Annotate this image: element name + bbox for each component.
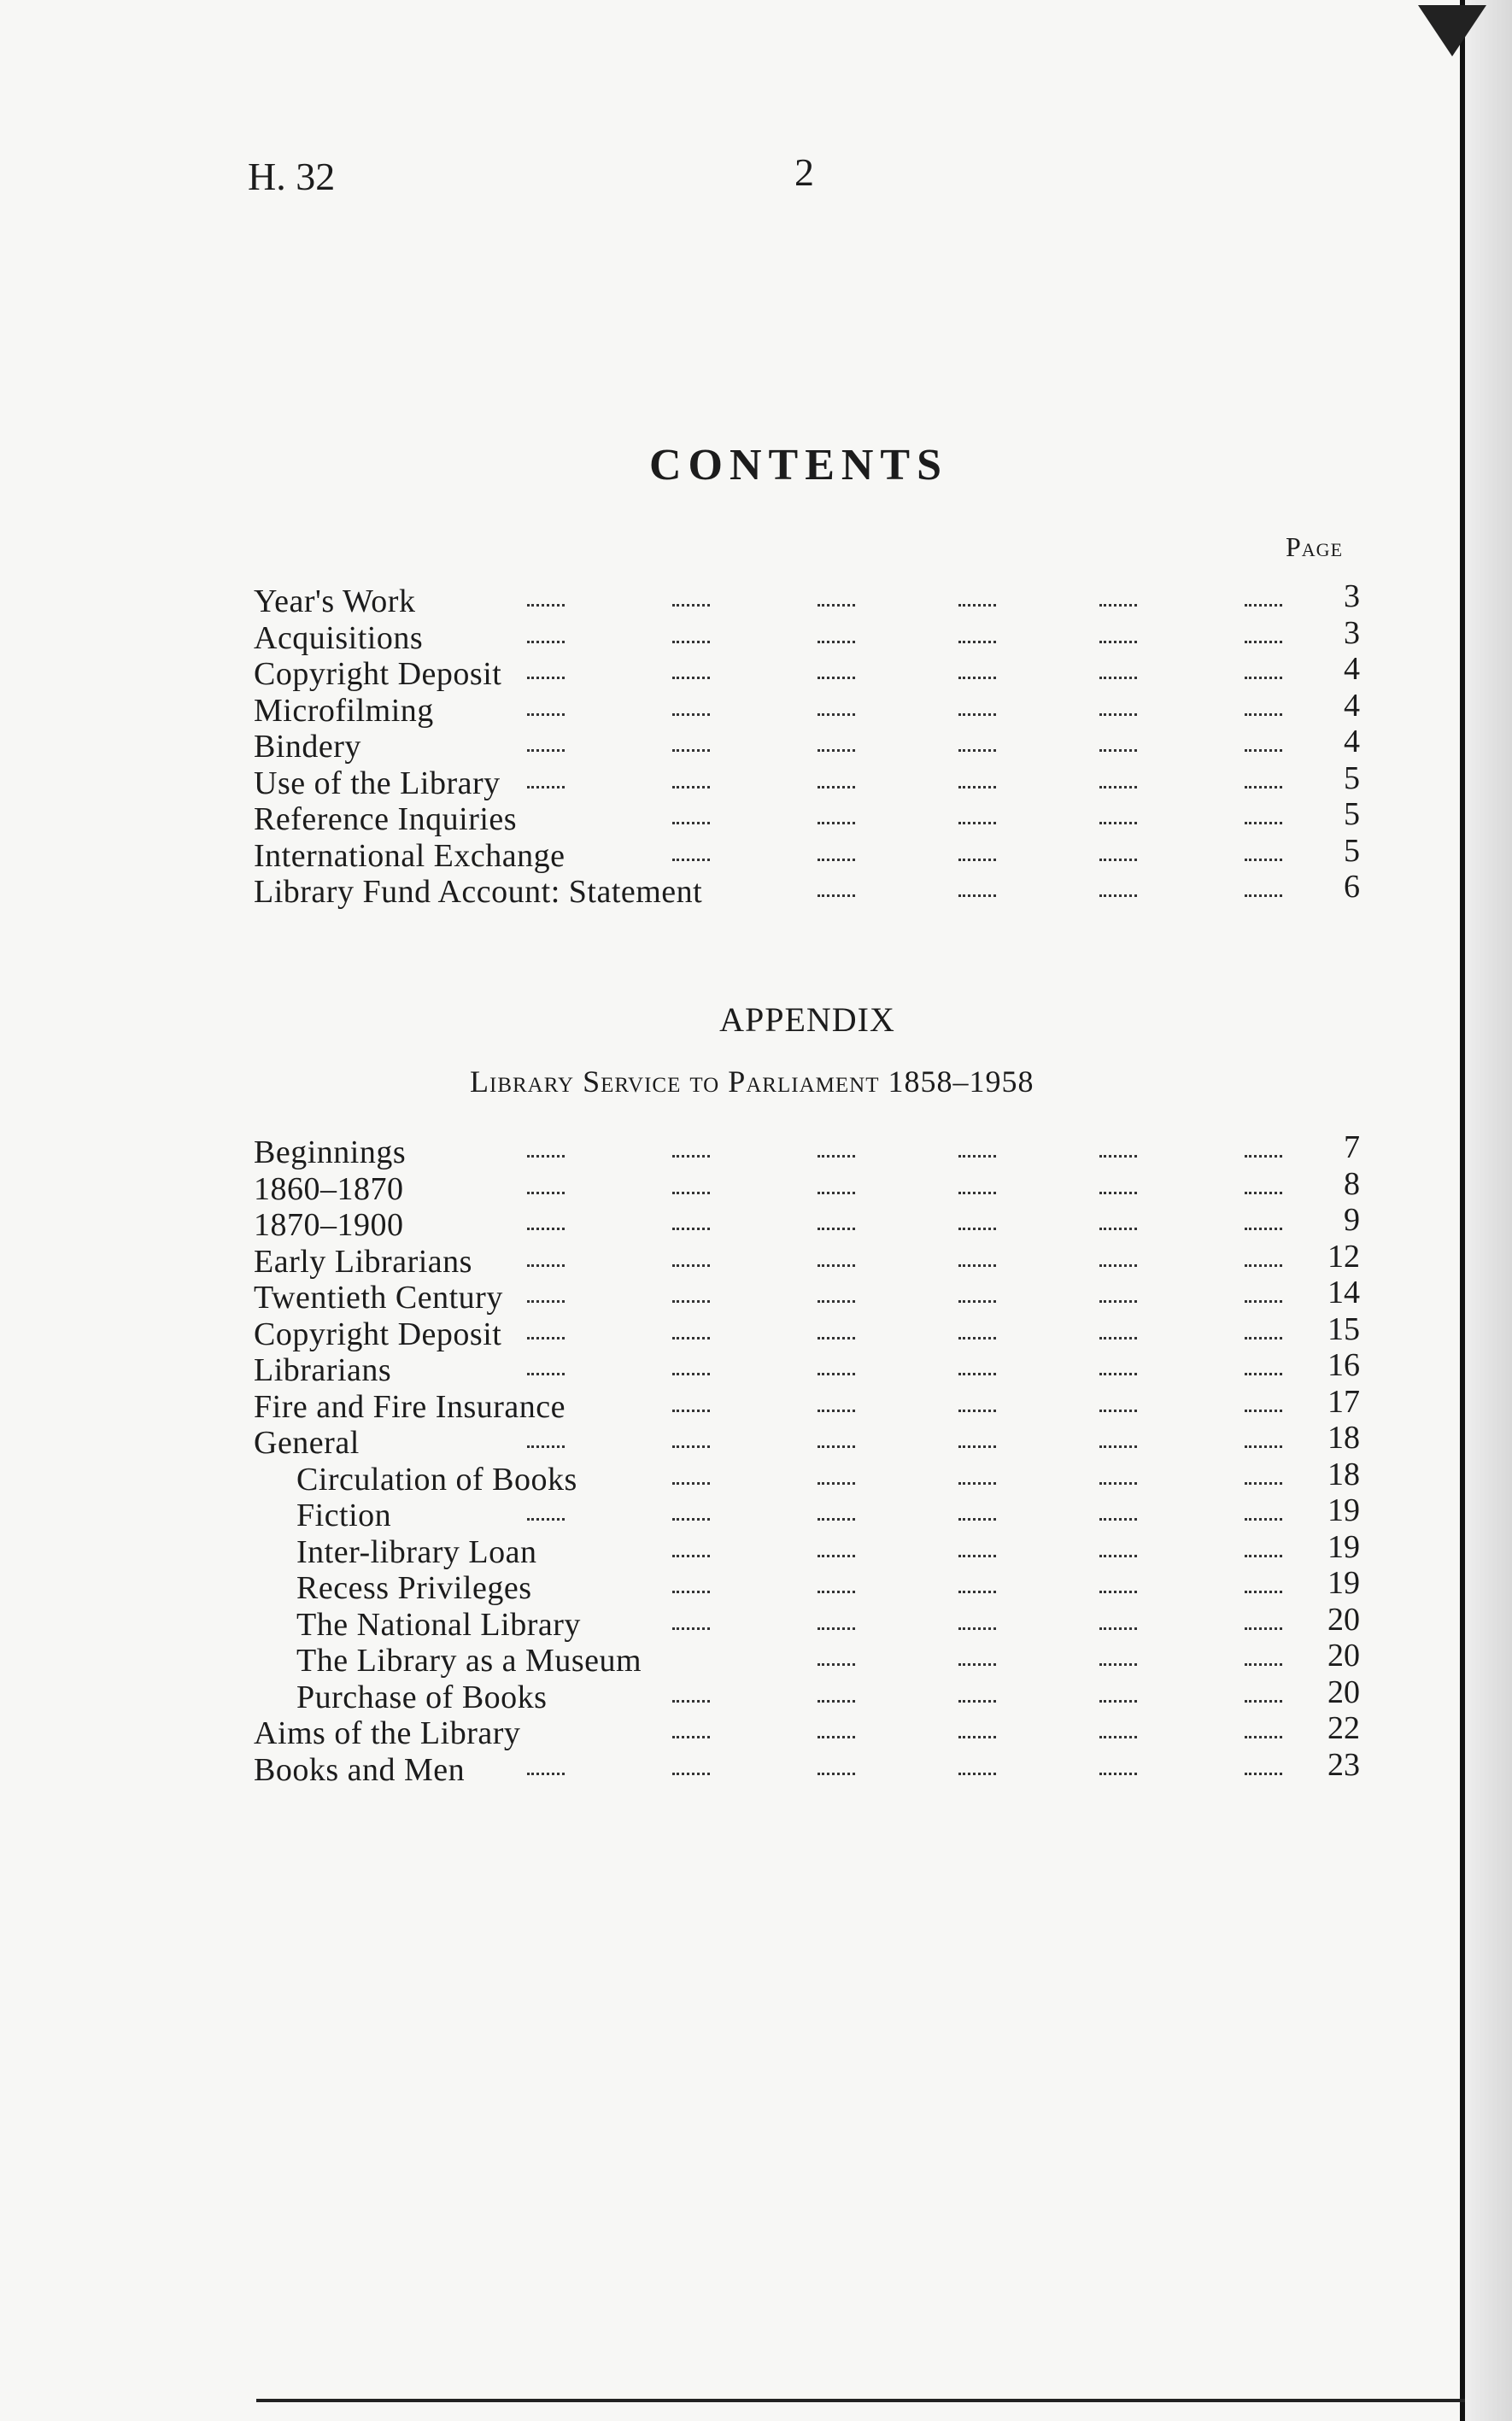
leader-dots: [1245, 894, 1282, 897]
toc-entry-page: 17: [1327, 1383, 1360, 1420]
leader-dots: [1245, 822, 1282, 824]
leader-dots: [958, 1482, 996, 1485]
leader-dots: [818, 894, 855, 897]
leader-dots: [1099, 1410, 1137, 1412]
leader-dots: [958, 1627, 996, 1630]
leader-dots: [1099, 1373, 1137, 1375]
leader-dots: [818, 1373, 855, 1375]
dot-leaders: [254, 1570, 1330, 1607]
leader-dots: [1245, 1410, 1282, 1412]
leader-dots: [1245, 1627, 1282, 1630]
toc-entry: [254, 1202, 1360, 1244]
toc-entry: [254, 1638, 1360, 1679]
leader-dots: [1099, 1445, 1137, 1448]
toc-entry: [254, 1347, 1360, 1389]
toc-entry-title: Acquisitions: [254, 619, 424, 656]
leader-dots: [672, 1700, 710, 1703]
leader-dots: [818, 1773, 855, 1775]
leader-dots: [958, 713, 996, 716]
toc-entry-title: General: [254, 1425, 360, 1461]
toc-entry: [254, 1565, 1360, 1607]
toc-entry-page: 14: [1327, 1275, 1360, 1310]
toc-entry: [254, 614, 1360, 657]
page-number: 2: [794, 150, 814, 194]
leader-dots: [1245, 1591, 1282, 1593]
leader-dots: [672, 1410, 710, 1412]
toc-entry: [254, 1310, 1360, 1353]
leader-dots: [818, 859, 855, 861]
leader-dots: [1245, 1773, 1282, 1775]
toc-entry-page: 20: [1327, 1674, 1360, 1710]
contents-list: [254, 578, 1360, 911]
toc-entry: [254, 1746, 1360, 1789]
toc-entry-page: 15: [1327, 1310, 1360, 1347]
page-binding-edge: [1460, 0, 1465, 2421]
leader-dots: [672, 1736, 710, 1738]
toc-entry: [254, 796, 1360, 838]
leader-dots: [672, 859, 710, 861]
toc-entry-page: 4: [1344, 724, 1360, 759]
toc-entry-page: 19: [1327, 1565, 1360, 1601]
dot-leaders: [254, 583, 1330, 620]
leader-dots: [958, 1228, 996, 1230]
leader-dots: [958, 1300, 996, 1303]
toc-entry-title: Fiction: [296, 1498, 392, 1533]
dot-leaders: [254, 1389, 1330, 1426]
dot-leaders: [254, 1207, 1330, 1244]
leader-dots: [1245, 1482, 1282, 1485]
dot-leaders: [254, 1134, 1330, 1171]
toc-entry-title: Microfilming: [254, 692, 434, 729]
leader-dots: [1245, 1264, 1282, 1267]
leader-dots: [672, 1300, 710, 1303]
toc-entry-title: Purchase of Books: [296, 1679, 548, 1715]
toc-entry: [254, 1710, 1360, 1752]
toc-entry-title: Library Fund Account: Statement: [254, 874, 703, 910]
leader-dots: [1245, 786, 1282, 788]
leader-dots: [1099, 1555, 1137, 1557]
toc-entry: [254, 1165, 1360, 1208]
leader-dots: [818, 786, 855, 788]
toc-entry-page: 16: [1327, 1347, 1360, 1383]
dot-leaders: [254, 874, 1330, 911]
leader-dots: [1099, 749, 1137, 752]
toc-entry: [254, 1275, 1360, 1316]
toc-entry-title: The National Library: [296, 1606, 581, 1643]
leader-dots: [1245, 749, 1282, 752]
toc-entry: [254, 1129, 1360, 1171]
toc-entry: [254, 1238, 1360, 1281]
dot-leaders: [254, 1643, 1330, 1679]
leader-dots: [1245, 604, 1282, 607]
leader-dots: [1245, 1555, 1282, 1557]
toc-entry: [254, 724, 1360, 765]
leader-dots: [1099, 713, 1137, 716]
toc-entry-title: Fire and Fire Insurance: [254, 1388, 566, 1425]
leader-dots: [958, 1700, 996, 1703]
toc-entry-title: 1860–1870: [254, 1170, 404, 1207]
toc-entry-page: 19: [1327, 1528, 1360, 1565]
leader-dots: [958, 641, 996, 643]
leader-dots: [672, 1264, 710, 1267]
toc-entry: [254, 1601, 1360, 1644]
leader-dots: [958, 1591, 996, 1593]
leader-dots: [818, 1155, 855, 1158]
leader-dots: [958, 822, 996, 824]
toc-entry-page: 5: [1344, 759, 1360, 796]
leader-dots: [1099, 1482, 1137, 1485]
corner-tab-mark: [1418, 5, 1486, 56]
leader-dots: [1099, 1518, 1137, 1521]
leader-dots: [818, 1736, 855, 1738]
leader-dots: [1099, 1663, 1137, 1666]
leader-dots: [818, 1228, 855, 1230]
leader-dots: [672, 641, 710, 643]
leader-dots: [818, 1591, 855, 1593]
leader-dots: [1099, 677, 1137, 679]
leader-dots: [1245, 1155, 1282, 1158]
leader-dots: [1245, 859, 1282, 861]
dot-leaders: [254, 1498, 1330, 1534]
toc-entry-page: 18: [1327, 1420, 1360, 1456]
leader-dots: [527, 1337, 565, 1339]
leader-dots: [1099, 1228, 1137, 1230]
toc-entry-page: 22: [1327, 1710, 1360, 1746]
toc-entry-title: Recess Privileges: [296, 1570, 532, 1606]
leader-dots: [1099, 1300, 1137, 1303]
appendix-heading: APPENDIX: [719, 1000, 895, 1039]
toc-entry: [254, 759, 1360, 802]
toc-entry: [254, 1492, 1360, 1534]
leader-dots: [527, 1228, 565, 1230]
toc-entry-page: 12: [1327, 1238, 1360, 1275]
leader-dots: [818, 822, 855, 824]
dot-leaders: [254, 1462, 1330, 1498]
leader-dots: [1245, 677, 1282, 679]
leader-dots: [1099, 1264, 1137, 1267]
toc-entry: [254, 687, 1360, 730]
leader-dots: [672, 604, 710, 607]
toc-entry-title: The Library as a Museum: [296, 1643, 642, 1679]
dot-leaders: [254, 1425, 1330, 1462]
leader-dots: [818, 1264, 855, 1267]
leader-dots: [958, 604, 996, 607]
leader-dots: [958, 786, 996, 788]
leader-dots: [1245, 1192, 1282, 1194]
dot-leaders: [254, 1715, 1330, 1752]
leader-dots: [527, 1518, 565, 1521]
leader-dots: [818, 713, 855, 716]
toc-entry: [254, 1383, 1360, 1426]
leader-dots: [1099, 894, 1137, 897]
leader-dots: [672, 677, 710, 679]
contents-title: CONTENTS: [648, 441, 949, 489]
toc-entry-page: 7: [1344, 1129, 1360, 1165]
toc-entry: [254, 832, 1360, 875]
leader-dots: [672, 786, 710, 788]
leader-dots: [818, 1700, 855, 1703]
leader-dots: [958, 894, 996, 897]
dot-leaders: [254, 729, 1330, 765]
toc-entry-page: 5: [1344, 796, 1360, 832]
leader-dots: [527, 1373, 565, 1375]
toc-entry-page: 4: [1344, 687, 1360, 724]
toc-entry-page: 18: [1327, 1456, 1360, 1492]
leader-dots: [527, 1445, 565, 1448]
dot-leaders: [254, 693, 1330, 730]
toc-entry-page: 8: [1344, 1165, 1360, 1202]
dot-leaders: [254, 1534, 1330, 1571]
leader-dots: [958, 1518, 996, 1521]
leader-dots: [527, 604, 565, 607]
dot-leaders: [254, 838, 1330, 875]
toc-entry-title: Use of the Library: [254, 765, 501, 801]
leader-dots: [1099, 604, 1137, 607]
leader-dots: [1245, 1518, 1282, 1521]
leader-dots: [958, 1264, 996, 1267]
leader-dots: [1245, 641, 1282, 643]
dot-leaders: [254, 1244, 1330, 1281]
leader-dots: [1245, 1700, 1282, 1703]
page-bottom-edge: [256, 2399, 1465, 2402]
toc-entry-title: Bindery: [254, 729, 361, 765]
toc-entry: [254, 651, 1360, 693]
leader-dots: [1245, 1300, 1282, 1303]
leader-dots: [818, 1192, 855, 1194]
leader-dots: [527, 641, 565, 643]
leader-dots: [1245, 1663, 1282, 1666]
toc-entry-page: 20: [1327, 1601, 1360, 1638]
leader-dots: [1099, 1591, 1137, 1593]
leader-dots: [1099, 1627, 1137, 1630]
toc-entry-title: Year's Work: [254, 583, 416, 619]
toc-entry-page: 6: [1344, 869, 1360, 905]
leader-dots: [1099, 1736, 1137, 1738]
leader-dots: [818, 1663, 855, 1666]
leader-dots: [527, 677, 565, 679]
leader-dots: [958, 1736, 996, 1738]
page-edge-shadow: [1465, 0, 1512, 2421]
leader-dots: [958, 1555, 996, 1557]
leader-dots: [527, 713, 565, 716]
dot-leaders: [254, 1679, 1330, 1716]
leader-dots: [527, 1773, 565, 1775]
leader-dots: [818, 1410, 855, 1412]
toc-entry-page: 19: [1327, 1492, 1360, 1528]
leader-dots: [672, 1373, 710, 1375]
toc-entry-page: 3: [1344, 614, 1360, 651]
toc-entry-page: 5: [1344, 832, 1360, 869]
toc-entry-title: Copyright Deposit: [254, 656, 502, 692]
leader-dots: [1099, 859, 1137, 861]
appendix-list: [254, 1129, 1360, 1788]
leader-dots: [818, 1518, 855, 1521]
dot-leaders: [254, 801, 1330, 838]
dot-leaders: [254, 656, 1330, 693]
document-reference: H. 32: [248, 155, 336, 198]
leader-dots: [818, 749, 855, 752]
leader-dots: [958, 1663, 996, 1666]
leader-dots: [1245, 1736, 1282, 1738]
dot-leaders: [254, 1280, 1330, 1316]
leader-dots: [818, 641, 855, 643]
toc-entry-page: 9: [1344, 1202, 1360, 1238]
dot-leaders: [254, 1352, 1330, 1389]
leader-dots: [527, 1300, 565, 1303]
leader-dots: [958, 1773, 996, 1775]
leader-dots: [672, 1591, 710, 1593]
leader-dots: [1245, 1373, 1282, 1375]
leader-dots: [818, 1337, 855, 1339]
leader-dots: [527, 1155, 565, 1158]
toc-entry-title: Librarians: [254, 1352, 392, 1388]
leader-dots: [672, 1445, 710, 1448]
toc-entry: [254, 578, 1360, 620]
leader-dots: [1099, 822, 1137, 824]
toc-entry: [254, 869, 1360, 911]
dot-leaders: [254, 1171, 1330, 1208]
leader-dots: [527, 1192, 565, 1194]
leader-dots: [672, 1155, 710, 1158]
dot-leaders: [254, 1752, 1330, 1789]
leader-dots: [1245, 1445, 1282, 1448]
toc-entry-title: Early Librarians: [254, 1243, 472, 1280]
leader-dots: [527, 1264, 565, 1267]
leader-dots: [1099, 1337, 1137, 1339]
leader-dots: [958, 1410, 996, 1412]
leader-dots: [672, 822, 710, 824]
leader-dots: [527, 749, 565, 752]
leader-dots: [818, 604, 855, 607]
toc-entry-title: Books and Men: [254, 1751, 466, 1788]
appendix-subheading: Library Service to Parliament 1858–1958: [470, 1064, 1034, 1099]
leader-dots: [672, 1555, 710, 1557]
page-column-label: Page: [1286, 531, 1344, 562]
leader-dots: [818, 677, 855, 679]
toc-entry-title: Aims of the Library: [254, 1715, 521, 1751]
leader-dots: [1245, 1228, 1282, 1230]
toc-entry: [254, 1674, 1360, 1716]
toc-entry-title: International Exchange: [254, 837, 566, 874]
leader-dots: [958, 677, 996, 679]
leader-dots: [818, 1627, 855, 1630]
toc-entry: [254, 1528, 1360, 1571]
toc-entry-title: Circulation of Books: [296, 1461, 577, 1498]
leader-dots: [672, 1482, 710, 1485]
leader-dots: [672, 713, 710, 716]
leader-dots: [672, 1192, 710, 1194]
leader-dots: [672, 1627, 710, 1630]
leader-dots: [672, 1228, 710, 1230]
toc-entry-title: Inter-library Loan: [296, 1533, 537, 1570]
leader-dots: [1099, 1192, 1137, 1194]
leader-dots: [1099, 1773, 1137, 1775]
leader-dots: [958, 1155, 996, 1158]
toc-entry-page: 20: [1327, 1638, 1360, 1674]
leader-dots: [1245, 713, 1282, 716]
toc-entry: [254, 1456, 1360, 1498]
toc-entry-title: Twentieth Century: [254, 1280, 503, 1316]
leader-dots: [818, 1445, 855, 1448]
dot-leaders: [254, 1607, 1330, 1644]
toc-entry-title: Copyright Deposit: [254, 1316, 502, 1352]
toc-entry-title: 1870–1900: [254, 1207, 404, 1243]
leader-dots: [672, 1337, 710, 1339]
leader-dots: [672, 1773, 710, 1775]
leader-dots: [958, 1337, 996, 1339]
leader-dots: [1099, 1155, 1137, 1158]
toc-entry-page: 4: [1344, 651, 1360, 687]
dot-leaders: [254, 620, 1330, 657]
toc-entry-page: 3: [1344, 578, 1360, 614]
leader-dots: [672, 749, 710, 752]
leader-dots: [672, 1518, 710, 1521]
leader-dots: [818, 1482, 855, 1485]
leader-dots: [1099, 786, 1137, 788]
toc-entry-title: Reference Inquiries: [254, 801, 518, 837]
leader-dots: [818, 1555, 855, 1557]
dot-leaders: [254, 1316, 1330, 1353]
leader-dots: [958, 1373, 996, 1375]
leader-dots: [527, 786, 565, 788]
leader-dots: [1099, 1700, 1137, 1703]
leader-dots: [958, 1445, 996, 1448]
leader-dots: [1245, 1337, 1282, 1339]
dot-leaders: [254, 765, 1330, 802]
leader-dots: [958, 1192, 996, 1194]
toc-entry-page: 23: [1327, 1746, 1360, 1783]
leader-dots: [958, 749, 996, 752]
leader-dots: [1099, 641, 1137, 643]
toc-entry-title: Beginnings: [254, 1134, 407, 1170]
leader-dots: [958, 859, 996, 861]
toc-entry: [254, 1420, 1360, 1462]
leader-dots: [818, 1300, 855, 1303]
